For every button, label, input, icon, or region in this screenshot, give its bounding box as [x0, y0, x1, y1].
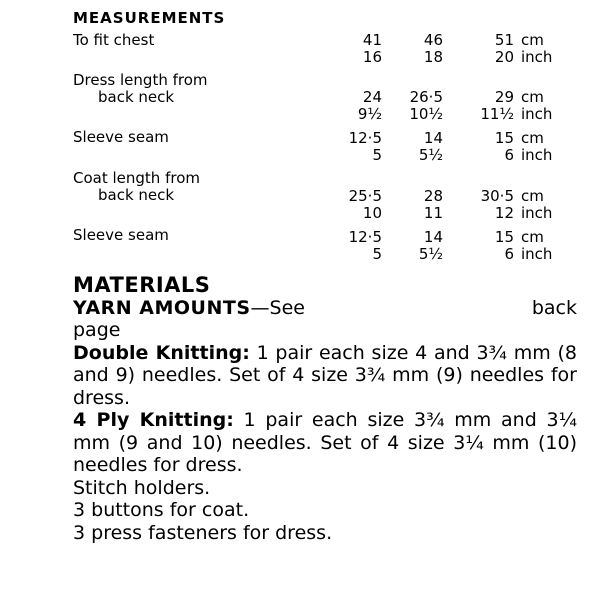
- materials-heading: MATERIALS: [73, 273, 211, 297]
- measurement-row-chest-inch: [0, 49, 600, 66]
- unit: inch: [521, 204, 553, 222]
- measurements-heading: MEASUREMENTS: [73, 9, 226, 27]
- value-size-2: 28: [423, 187, 443, 205]
- label-line: Dress length from: [73, 71, 208, 89]
- measurement-row-sleeve-inch: [0, 246, 600, 263]
- value-size-3: 51: [494, 31, 514, 49]
- value-size-1: 5: [372, 146, 382, 164]
- unit: cm: [521, 228, 544, 246]
- measurement-row-sleeve-cm: [0, 130, 600, 147]
- value-size-3: 12: [494, 204, 514, 222]
- double-knitting-paragraph: [73, 342, 577, 410]
- measurement-row-sleeve-inch: [0, 147, 600, 164]
- value-size-1: 25·5: [348, 187, 382, 205]
- unit: inch: [521, 146, 553, 164]
- value-size-1: 24: [362, 88, 382, 106]
- unit: inch: [521, 245, 553, 263]
- yarn-amounts-continuation: page: [73, 319, 121, 341]
- label-line: To fit chest: [73, 31, 155, 49]
- value-size-3: 15: [494, 129, 514, 147]
- value-size-1: 12·5: [348, 228, 382, 246]
- label-line: Coat length from: [73, 169, 200, 187]
- unit: cm: [521, 129, 544, 147]
- value-size-2: 5½: [418, 146, 443, 164]
- yarn-see-word: —See: [250, 296, 305, 319]
- value-size-2: 26·5: [409, 88, 443, 106]
- unit: cm: [521, 187, 544, 205]
- value-size-1: 16: [362, 48, 382, 66]
- value-size-1: 10: [362, 204, 382, 222]
- value-size-1: 9½: [357, 105, 382, 123]
- measurement-row-sleeve-cm: [0, 229, 600, 246]
- value-size-1: 12·5: [348, 129, 382, 147]
- measurement-row-coat-cm: [0, 188, 600, 205]
- value-size-2: 14: [423, 228, 443, 246]
- value-size-2: 11: [423, 204, 443, 222]
- value-size-2: 14: [423, 129, 443, 147]
- value-size-1: 41: [362, 31, 382, 49]
- materials-section: [73, 274, 577, 544]
- yarn-amounts-heading-group: [73, 297, 305, 320]
- value-size-2: 18: [423, 48, 443, 66]
- value-size-2: 46: [423, 31, 443, 49]
- label-line: Sleeve seam: [73, 128, 169, 146]
- double-knitting-text: 1 pair each size 4 and 3¾ mm (8 and 9) needles. Set of 4 size 3¾ mm (9) needles for dress.: [73, 341, 577, 409]
- value-size-3: 20: [494, 48, 514, 66]
- material-item: Stitch holders.: [73, 476, 211, 499]
- label-line: back neck: [98, 88, 175, 106]
- value-size-3: 6: [504, 146, 514, 164]
- value-size-1: 5: [372, 245, 382, 263]
- four-ply-text: 1 pair each size 3¾ mm and 3¼ mm (9 and 10) needles. Set of 4 size 3¼ mm (10) needles for dress.: [73, 409, 577, 476]
- measurement-row-dress-cm: [0, 89, 600, 106]
- unit: cm: [521, 31, 544, 49]
- value-size-3: 11½: [480, 105, 514, 123]
- value-size-3: 29: [494, 88, 514, 106]
- material-item: 3 press fasteners for dress.: [73, 521, 333, 544]
- value-size-3: 15: [494, 228, 514, 246]
- material-item: 3 buttons for coat.: [73, 499, 250, 521]
- unit: inch: [521, 48, 553, 66]
- measurement-row-chest-cm: [0, 32, 600, 49]
- four-ply-label: 4 Ply Knitting:: [73, 409, 234, 431]
- measurement-row-coat-inch: [0, 205, 600, 222]
- yarn-amounts-heading: YARN AMOUNTS: [73, 296, 251, 319]
- value-size-3: 30·5: [480, 187, 514, 205]
- double-knitting-label: Double Knitting:: [73, 341, 250, 364]
- value-size-2: 5½: [418, 245, 443, 263]
- yarn-amounts-line: [73, 297, 577, 320]
- unit: cm: [521, 88, 544, 106]
- yarn-back-word: back: [531, 296, 577, 319]
- four-ply-paragraph: [73, 409, 577, 477]
- value-size-2: 10½: [409, 105, 443, 123]
- label-line: back neck: [98, 186, 175, 204]
- unit: inch: [521, 105, 553, 123]
- value-size-3: 6: [504, 245, 514, 263]
- label-line: Sleeve seam: [73, 226, 169, 244]
- measurement-row-dress-inch: [0, 106, 600, 123]
